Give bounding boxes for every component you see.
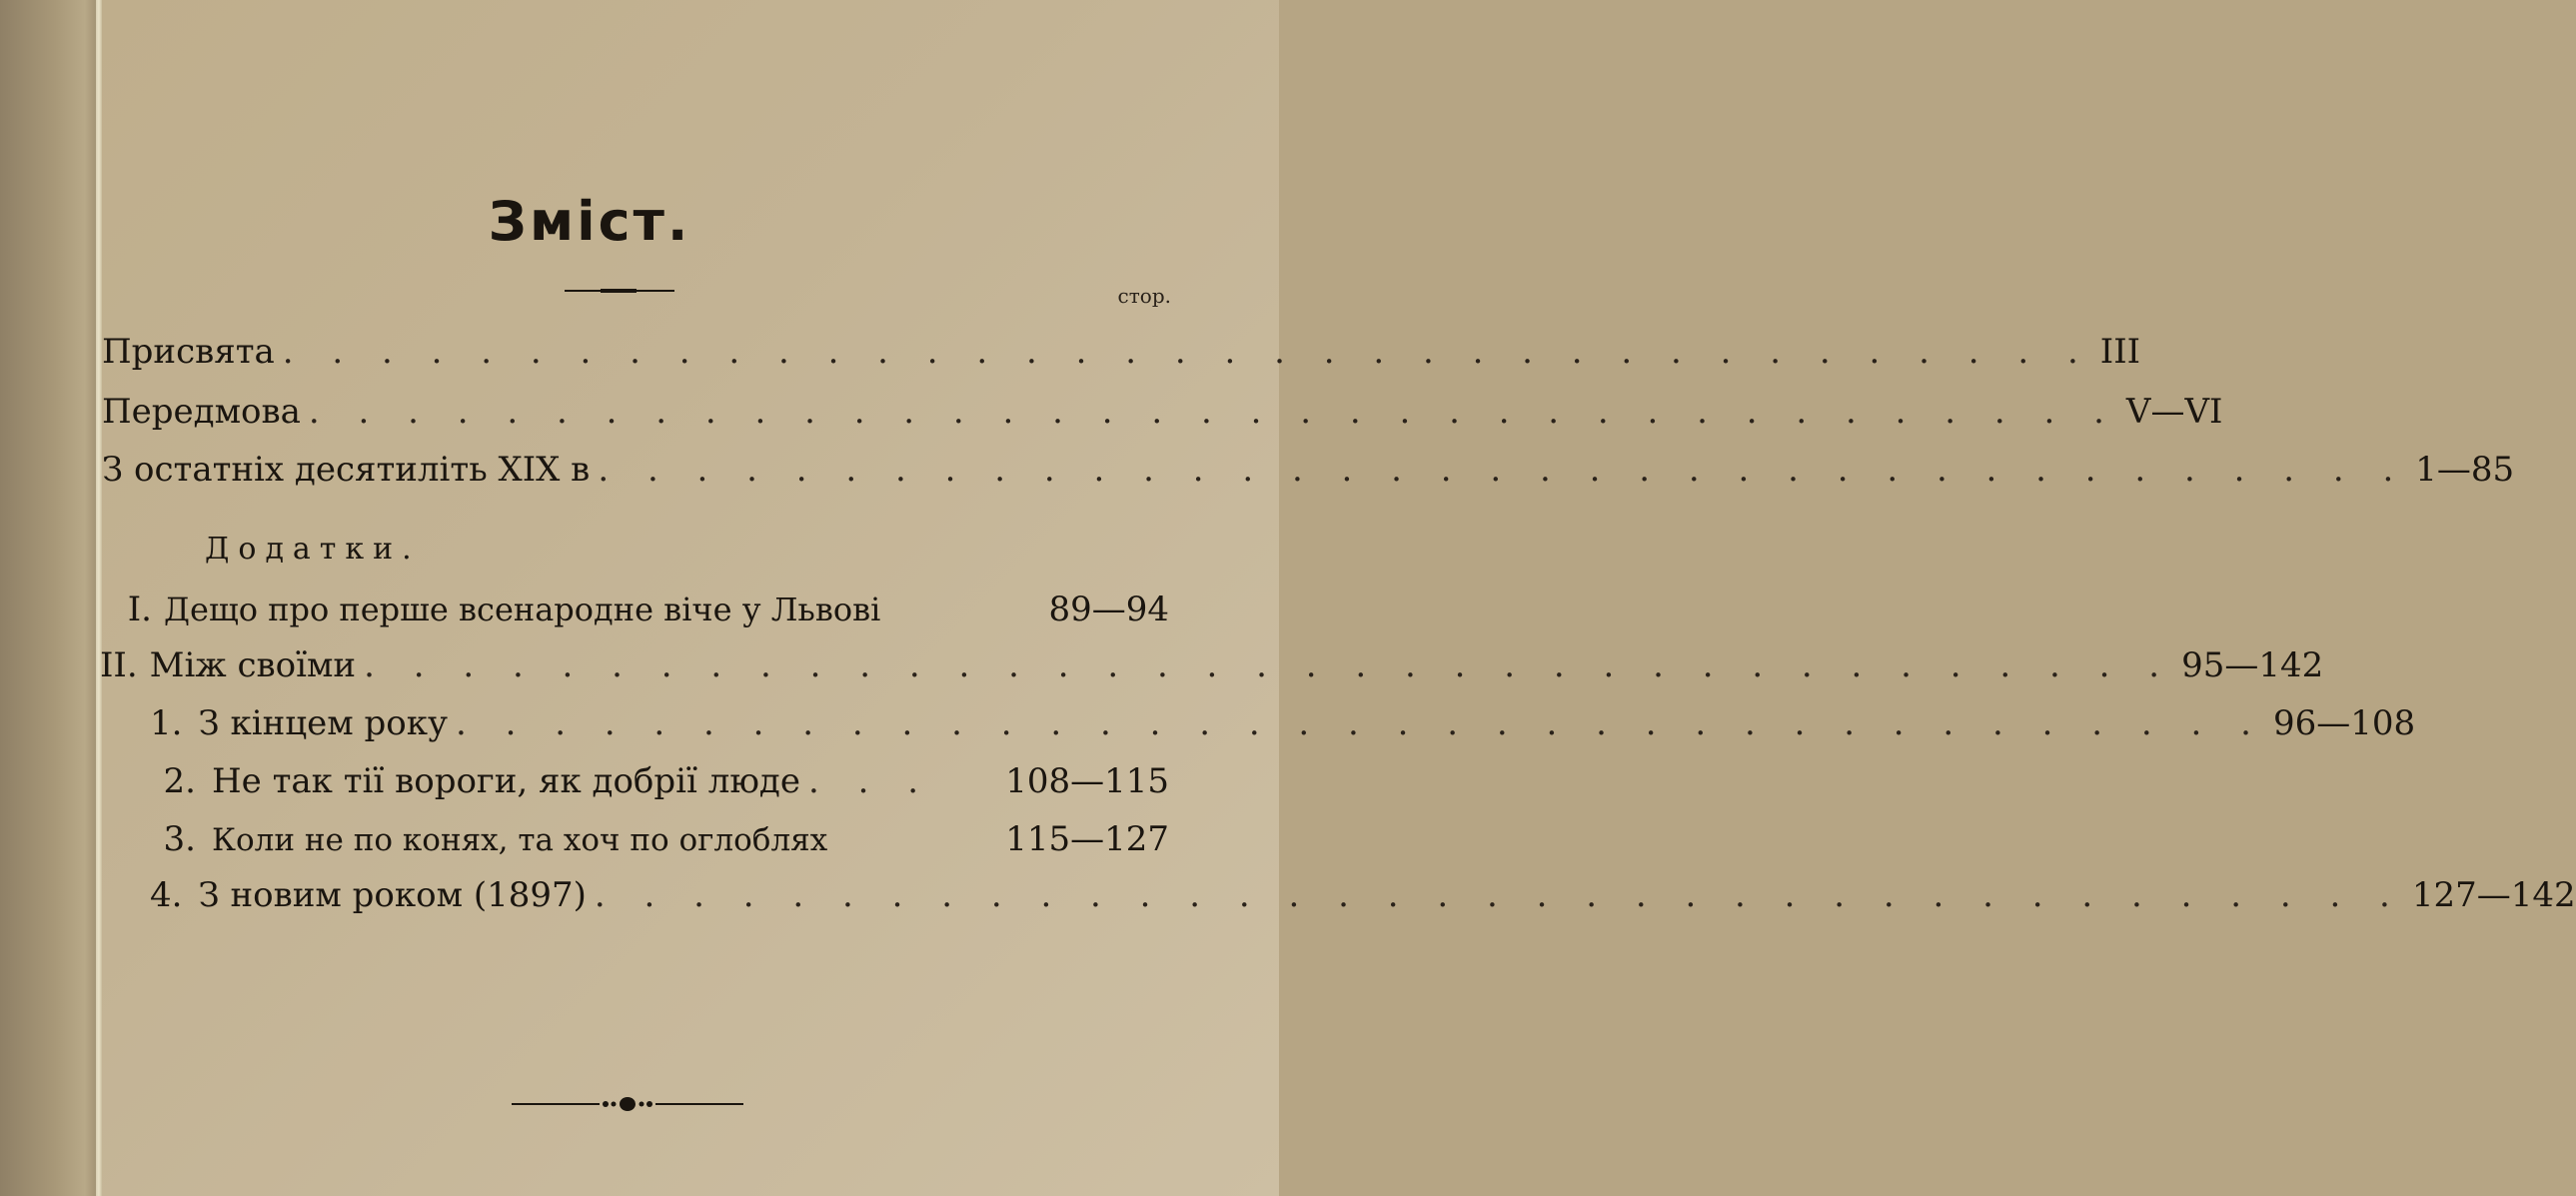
appendix-entry-title: Не так тії вороги, як добрії люде — [212, 761, 800, 801]
toc-entry-pages: III — [2099, 332, 2141, 372]
appendix-entry-pages: 89—94 — [1048, 590, 1169, 629]
appendix-entry — [150, 761, 1169, 801]
appendix-entry-pages: 108—115 — [1005, 761, 1169, 801]
appendix-entry-title: Коли не по конях, та хоч по оглоблях — [212, 822, 828, 858]
appendix-entry-number: 2. — [163, 761, 196, 801]
appendix-entry-number: II. — [100, 645, 138, 685]
appendix-entry-pages: 95—142 — [2181, 645, 2324, 685]
toc-entry-pages: 1—85 — [2415, 450, 2515, 490]
page-column-header: стор. — [1117, 284, 1171, 308]
appendix-entry — [150, 819, 1169, 859]
appendix-entry-pages: 127—142 — [2411, 875, 2576, 915]
leader-dots: . . . . . . . . . . . . . . . . . . . . . . . . . . . . . . . . . . . . . — [364, 645, 2174, 685]
toc-entry-pages: V—VI — [2125, 392, 2223, 432]
title-rule — [565, 290, 674, 292]
leader-dots: . . . . . . . . . . . . . . . . . . . . . . . . . . . . . . . . . . . . . — [455, 703, 2265, 743]
appendix-entry-number: 3. — [163, 819, 196, 859]
leader-dots: . . . . . . . . . . . . . . . . . . . . . . . . . . . . . . . . . . . . . — [598, 450, 2408, 490]
appendix-entry-pages: 115—127 — [1005, 819, 1169, 859]
toc-entry — [102, 392, 2223, 432]
appendix-entry-number: 4. — [150, 875, 183, 915]
appendix-entry — [150, 703, 2416, 743]
toc-entry — [102, 332, 2141, 372]
leader-dots: . . . . . . . . . . . . . . . . . . . . . . . . . . . . . . . . . . . . . — [594, 875, 2404, 915]
appendix-entry-number: I. — [127, 590, 152, 629]
ornament-divider — [512, 1089, 743, 1119]
appendix-entry-number: 1. — [150, 703, 183, 743]
toc-entry-title: Присвята — [102, 332, 275, 372]
appendix-entry — [150, 875, 2576, 915]
appendix-entry — [100, 645, 2324, 685]
toc-entry-title: З остатніх десятиліть XIX в — [102, 450, 591, 490]
appendix-entry — [100, 590, 1169, 629]
appendix-entry-title: Між своїми — [149, 645, 357, 685]
appendix-entry-pages: 96—108 — [2272, 703, 2416, 743]
appendix-entry-title: Дещо про перше всенародне віче у Львові — [164, 591, 881, 628]
toc-entry — [102, 450, 2515, 490]
page-title: Зміст. — [488, 190, 691, 253]
toc-entry-title: Передмова — [102, 392, 301, 432]
appendix-entry-title: З новим роком (1897) — [198, 875, 587, 915]
leader-dots: . . . — [807, 761, 933, 801]
appendix-entry-title: З кінцем року — [198, 703, 448, 743]
book-spine — [0, 0, 100, 1196]
appendix-heading: Додатки. — [205, 532, 421, 567]
leader-dots: . . . . . . . . . . . . . . . . . . . . . . . . . . . . . . . . . . . . . — [308, 392, 2118, 432]
leader-dots: . . . . . . . . . . . . . . . . . . . . . . . . . . . . . . . . . . . . . — [282, 332, 2092, 372]
